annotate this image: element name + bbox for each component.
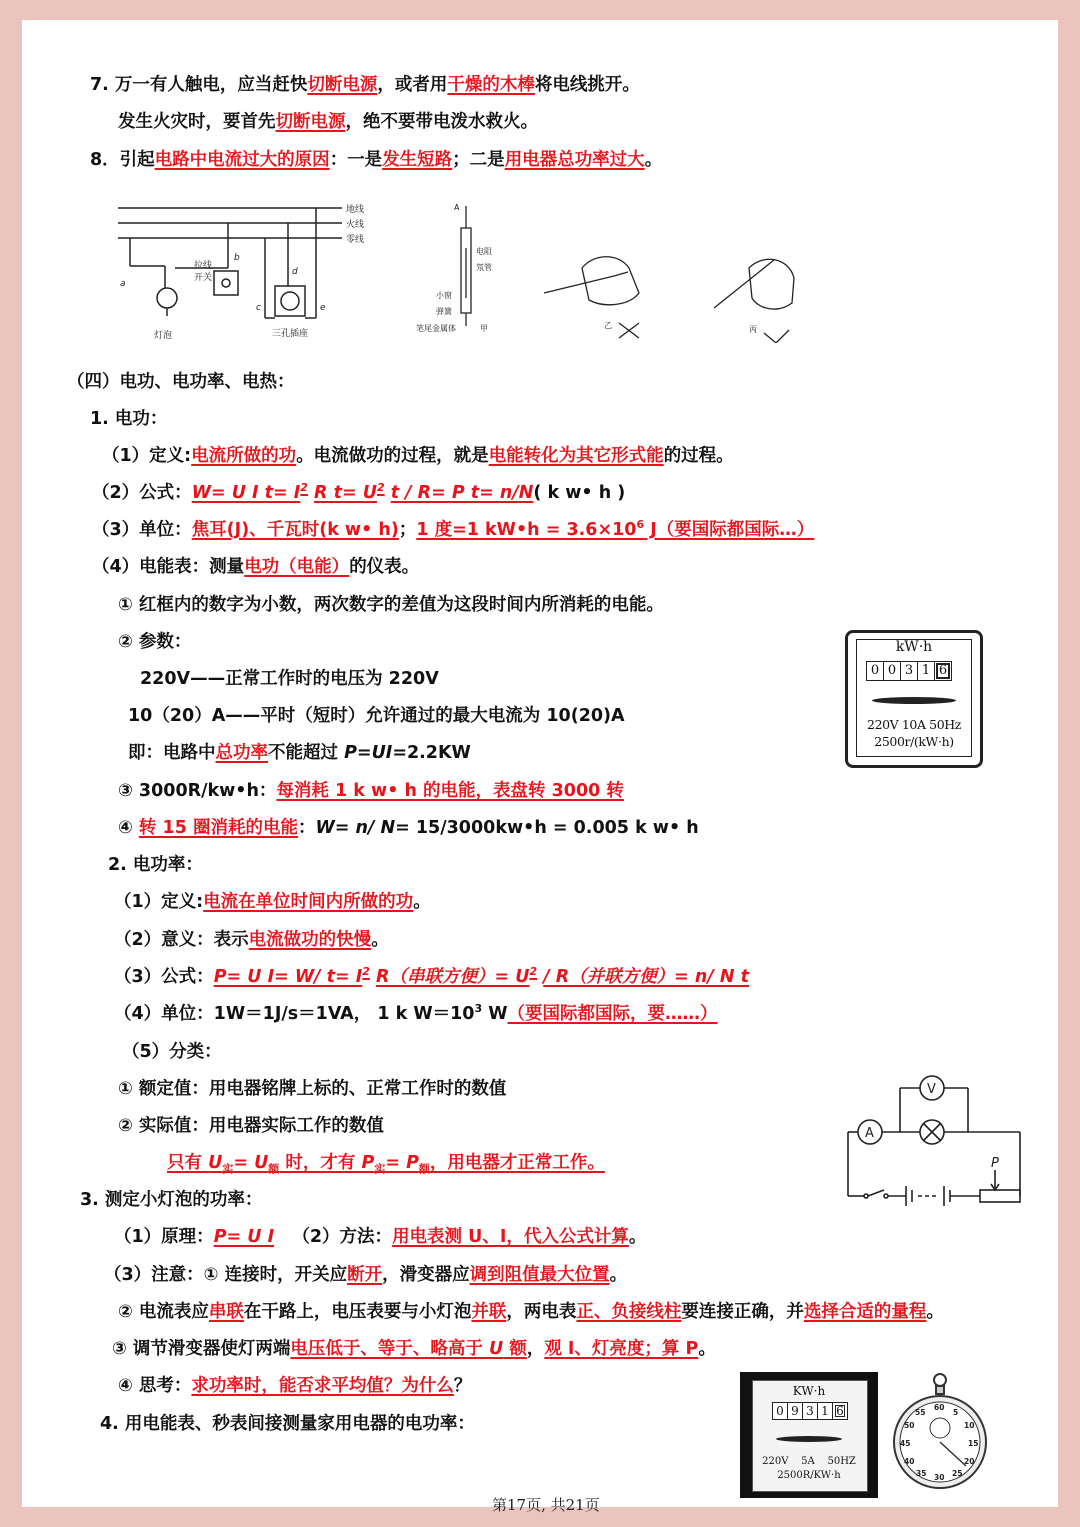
meter2-rating-2: 2500R/KW·h bbox=[777, 1470, 841, 1481]
power-definition: （1）定义:电流在单位时间内所做的功。 bbox=[114, 892, 431, 912]
dial-45: 45 bbox=[900, 1439, 911, 1448]
label-pull-switch-2: 开关 bbox=[194, 273, 213, 283]
meter2-decimal-digit: 6 bbox=[833, 1403, 847, 1419]
energy-meter-photo bbox=[740, 1372, 878, 1498]
household-circuit-figure bbox=[110, 198, 370, 348]
item-7-line-1: 7. 万一有人触电，应当赶快切断电源，或者用干燥的木棒将电线挑开。 bbox=[90, 75, 640, 95]
energy-meter-line: （4）电能表：测量电功（电能）的仪表。 bbox=[92, 557, 420, 577]
label-fig-jia: 甲 bbox=[480, 324, 488, 333]
label-window: 小窗 bbox=[436, 291, 452, 300]
stopwatch-figure bbox=[890, 1370, 990, 1500]
meter2-unit-label: KW·h bbox=[792, 1384, 826, 1398]
meter2-digit: 0 bbox=[773, 1403, 788, 1419]
measure-note-2: ② 电流表应串联在干路上，电压表要与小灯泡并联，两电表正、负接线柱要连接正确，并选择合适的量程。 bbox=[118, 1302, 944, 1322]
power-formula: （3）公式：P= U I= W/ $t= I^2$ R（串联方便）= $U^2 / R$（并联方便）= n/ N t bbox=[114, 965, 749, 987]
dial-40: 40 bbox=[904, 1457, 915, 1466]
work-unit: （3）单位：焦耳(J)、千瓦时(k w• h)；1 度=1 kW•h = $3.6\times 10^6$ J（要国际都国际…） bbox=[92, 518, 815, 540]
actual-value: ② 实际值：用电器实际工作的数值 bbox=[118, 1116, 384, 1136]
label-neon-tube: 氖管 bbox=[476, 263, 492, 272]
meter2-rating-1: 220V 5A 50HZ bbox=[762, 1456, 856, 1467]
power-classification: （5）分类： bbox=[122, 1042, 222, 1062]
label-live-wire: 火线 bbox=[346, 220, 365, 230]
item-7-line-2: 发生火灾时，要首先切断电源，绝不要带电泼水救火。 bbox=[118, 112, 538, 132]
meter-rating-2: 2500r/(kW·h) bbox=[874, 734, 954, 749]
electric-work-title: 1. 电功： bbox=[90, 409, 168, 429]
page-footer: 第17页, 共21页 bbox=[492, 1496, 600, 1514]
meter-digit: 3 bbox=[901, 662, 918, 680]
label-lamp: 灯泡 bbox=[154, 331, 173, 341]
electric-power-title: 2. 电功率： bbox=[108, 855, 203, 875]
meter2-digit: 1 bbox=[818, 1403, 833, 1419]
meter-note-2: ② 参数： bbox=[118, 632, 192, 652]
dial-55: 55 bbox=[915, 1408, 926, 1417]
meter-note-1: ① 红框内的数字为小数，两次数字的差值为这段时间内所消耗的电能。 bbox=[118, 595, 664, 615]
dial-60: 60 bbox=[934, 1403, 945, 1412]
dial-20: 20 bbox=[964, 1457, 975, 1466]
measure-power-title: 3. 测定小灯泡的功率： bbox=[80, 1190, 263, 1210]
meter-disc bbox=[872, 697, 956, 704]
meter-decimal-digit: 6 bbox=[935, 662, 951, 680]
work-formula: （2）公式：W= U I $t= I^2$ R $t= U^2$ t / R= P t= n/N( k w• h ) bbox=[92, 481, 626, 503]
label-fig-bing: 丙 bbox=[749, 325, 757, 334]
power-meaning: （2）意义：表示电流做功的快慢。 bbox=[114, 930, 389, 950]
label-fig-yi: 乙 bbox=[604, 321, 612, 330]
label-pen-tip: A bbox=[454, 203, 460, 212]
meter-rating-1: 220V 10A 50Hz bbox=[867, 717, 961, 732]
label-spring: 弹簧 bbox=[436, 307, 452, 316]
rated-value: ① 额定值：用电器铭牌上标的、正常工作时的数值 bbox=[118, 1079, 507, 1099]
dial-10: 10 bbox=[964, 1421, 975, 1430]
work-definition: （1）定义:电流所做的功。电流做功的过程，就是电能转化为其它形式能的过程。 bbox=[102, 446, 734, 466]
meter-digit: 0 bbox=[867, 662, 884, 680]
item-8-line: 8．引起电路中电流过大的原因：一是发生短路；二是用电器总功率过大。 bbox=[90, 150, 663, 170]
label-pen-tail: 笔尾金属体 bbox=[416, 324, 456, 333]
meter-digit: 0 bbox=[884, 662, 901, 680]
label-point-b: b bbox=[234, 253, 240, 263]
param-power-limit: 即：电路中总功率不能超过 P=UI=2.2KW bbox=[128, 743, 471, 763]
meter2-digit: 3 bbox=[803, 1403, 818, 1419]
label-point-e: e bbox=[320, 303, 326, 313]
label-pull-switch-1: 拉线 bbox=[194, 261, 213, 271]
label-point-d: d bbox=[292, 267, 298, 277]
lamp-power-circuit bbox=[840, 1074, 1030, 1209]
param-current: 10（20）A——平时（短时）允许通过的最大电流为 10(20)A bbox=[128, 706, 625, 726]
dial-50: 50 bbox=[904, 1421, 915, 1430]
test-pen-figure bbox=[414, 198, 799, 343]
meter-note-3: ③ 3000R/kw•h：每消耗 1 k w• h 的电能，表盘转 3000 转 bbox=[118, 781, 624, 801]
energy-meter-figure bbox=[845, 630, 983, 768]
measure-note-4: ④ 思考：求功率时，能否求平均值？为什么？ bbox=[118, 1376, 472, 1396]
meter2-digit: 9 bbox=[788, 1403, 803, 1419]
param-voltage: 220V——正常工作时的电压为 220V bbox=[140, 669, 439, 689]
slider-label: P bbox=[991, 1156, 999, 1171]
label-resistor: 电阻 bbox=[476, 247, 492, 256]
dial-15: 15 bbox=[968, 1439, 979, 1448]
meter-digits bbox=[866, 661, 952, 681]
meter-note-4: ④ 转 15 圈消耗的电能：W= n/ N= 15/3000kw•h = 0.005 k w• h bbox=[118, 818, 699, 838]
document-page bbox=[22, 20, 1058, 1514]
label-point-c: c bbox=[256, 303, 261, 313]
meter-digit: 1 bbox=[918, 662, 935, 680]
dial-35: 35 bbox=[916, 1469, 927, 1478]
section-4-title: （四）电功、电功率、电热： bbox=[67, 372, 295, 392]
meter-unit-label: kW·h bbox=[895, 639, 933, 655]
measure-note-3: ③ 调节滑变器使灯两端电压低于、等于、略高于 U 额，观 I、灯亮度；算 P。 bbox=[112, 1339, 716, 1359]
label-earth-wire: 地线 bbox=[346, 205, 365, 215]
dial-25: 25 bbox=[952, 1469, 963, 1478]
normal-work-condition: 只有 $U_实= U_额$ 时，才有 $P_实= P_额$，用电器才正常工作。 bbox=[167, 1153, 605, 1176]
measure-note-1: （3）注意：① 连接时，开关应断开，滑变器应调到阻值最大位置。 bbox=[104, 1265, 628, 1285]
ammeter-label: A bbox=[865, 1126, 874, 1141]
power-unit: （4）单位：1W＝1J/s＝1VA， 1 k $W=10^3$ W（要国际都国际，要……） bbox=[114, 1002, 718, 1024]
label-neutral-wire: 零线 bbox=[346, 235, 365, 245]
measure-principle: （1）原理：P= U I （2）方法：用电表测 U、I，代入公式计算。 bbox=[114, 1227, 647, 1247]
voltmeter-label: V bbox=[927, 1082, 936, 1097]
meter2-digits bbox=[772, 1402, 848, 1420]
dial-30: 30 bbox=[934, 1473, 945, 1482]
label-three-pin-socket: 三孔插座 bbox=[272, 329, 309, 339]
meter2-disc bbox=[776, 1436, 842, 1442]
label-point-a: a bbox=[120, 279, 126, 289]
item-4-title: 4. 用电能表、秒表间接测量家用电器的电功率： bbox=[100, 1414, 475, 1434]
dial-5: 5 bbox=[953, 1408, 959, 1417]
